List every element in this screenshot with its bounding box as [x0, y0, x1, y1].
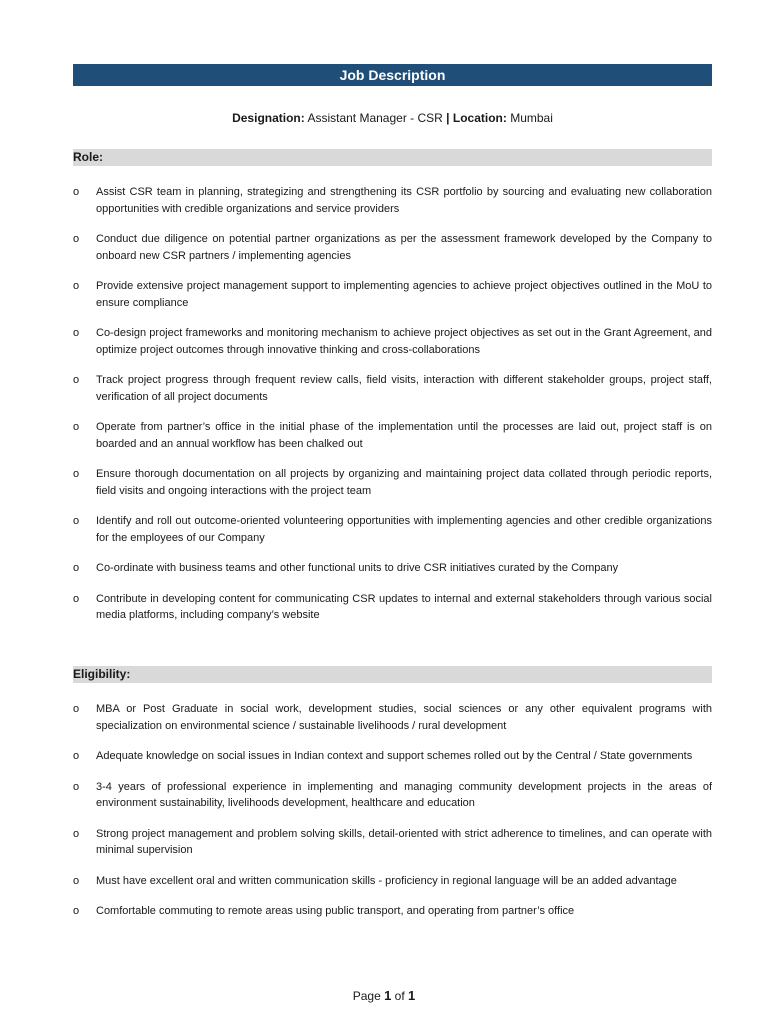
designation-line — [73, 110, 712, 126]
role-item-text: Identify and roll out outcome-oriented volunteering opportunities with implementing agencies and other credible organizations for the employees of our Company — [96, 515, 712, 544]
bullet-marker: o — [73, 421, 80, 433]
footer-total-pages: 1 — [408, 988, 416, 1003]
role-item-text: Co-ordinate with business teams and other functional units to drive CSR initiatives curated by the Company — [96, 562, 619, 574]
role-item — [73, 466, 712, 499]
role-item — [73, 184, 712, 217]
role-item-text: Contribute in developing content for communicating CSR updates to internal and external stakeholders through various social media platforms, including company’s website — [96, 592, 712, 621]
bullet-marker: o — [73, 562, 80, 574]
role-heading: Role: — [73, 149, 712, 166]
bullet-marker: o — [73, 233, 80, 245]
role-item-text: Assist CSR team in planning, strategizing and strengthening its CSR portfolio by sourcing and evaluating new collaboration opportunities with credible organizations and service providers — [96, 186, 712, 215]
eligibility-item — [73, 903, 712, 920]
page-title: Job Description — [73, 64, 712, 86]
eligibility-item-text: Strong project management and problem solving skills, detail-oriented with strict adherence to timelines, and can operate with minimal supervision — [96, 827, 712, 856]
separator: | — [446, 111, 450, 125]
role-item — [73, 560, 712, 577]
eligibility-item-text: Comfortable commuting to remote areas using public transport, and operating from partner’s office — [96, 905, 575, 917]
bullet-marker: o — [73, 468, 80, 480]
eligibility-item-text: MBA or Post Graduate in social work, development studies, social sciences or any other equivalent programs with specialization on environmental science / sustainable livelihoods / rural development — [96, 703, 712, 732]
location-value: Mumbai — [510, 111, 553, 125]
footer-current-page: 1 — [384, 988, 392, 1003]
location-label: Location: — [452, 111, 507, 125]
bullet-marker: o — [73, 905, 80, 917]
eligibility-item — [73, 701, 712, 734]
role-item-text: Operate from partner’s office in the initial phase of the implementation until the processes are laid out, project staff is on boarded and an annual workflow has been chalked out — [96, 421, 712, 450]
role-item-text: Co-design project frameworks and monitoring mechanism to achieve project objectives as set out in the Grant Agreement, and optimize project outcomes through innovative thinking and cross-collaborations — [96, 327, 712, 356]
page-footer — [0, 988, 768, 1004]
role-item-text: Provide extensive project management support to implementing agencies to achieve project objectives outlined in the MoU to ensure compliance — [96, 280, 712, 309]
footer-page-word: Page — [352, 989, 381, 1003]
designation-label: Designation: — [232, 111, 305, 125]
bullet-marker: o — [73, 515, 80, 527]
role-list — [73, 184, 712, 638]
role-item — [73, 372, 712, 405]
bullet-marker: o — [73, 750, 80, 762]
eligibility-item-text: 3-4 years of professional experience in implementing and managing community development projects in the areas of environment sustainability, livelihoods development, healthcare and education — [96, 780, 712, 809]
role-item-text: Track project progress through frequent review calls, field visits, interaction with different stakeholder groups, project staff, verification of all project documents — [96, 374, 712, 403]
eligibility-item-text: Adequate knowledge on social issues in Indian context and support schemes rolled out by the Central / State governments — [96, 750, 693, 762]
bullet-marker: o — [73, 186, 80, 198]
eligibility-list — [73, 701, 712, 934]
bullet-marker: o — [73, 280, 80, 292]
eligibility-item — [73, 873, 712, 890]
eligibility-item-text: Must have excellent oral and written communication skills - proficiency in regional language will be an added advantage — [96, 874, 677, 887]
role-item-text: Conduct due diligence on potential partner organizations as per the assessment framework developed by the Company to onboard new CSR partners / implementing agencies — [96, 233, 712, 262]
bullet-marker: o — [73, 327, 80, 339]
role-item-text: Ensure thorough documentation on all projects by organizing and maintaining project data collated through periodic reports, field visits and ongoing interactions with the project team — [96, 468, 712, 497]
bullet-marker: o — [73, 374, 80, 386]
eligibility-item — [73, 826, 712, 859]
eligibility-item — [73, 748, 712, 765]
bullet-marker: o — [73, 780, 80, 793]
role-item — [73, 591, 712, 624]
role-item — [73, 325, 712, 358]
bullet-marker: o — [73, 703, 80, 715]
role-item — [73, 231, 712, 264]
bullet-marker: o — [73, 827, 80, 840]
eligibility-heading: Eligibility: — [73, 666, 712, 683]
footer-of-word: of — [394, 989, 405, 1003]
role-item — [73, 513, 712, 546]
role-item — [73, 278, 712, 311]
bullet-marker: o — [73, 874, 80, 887]
designation-value: Assistant Manager - CSR — [307, 111, 443, 125]
eligibility-item — [73, 779, 712, 812]
role-item — [73, 419, 712, 452]
bullet-marker: o — [73, 592, 80, 605]
